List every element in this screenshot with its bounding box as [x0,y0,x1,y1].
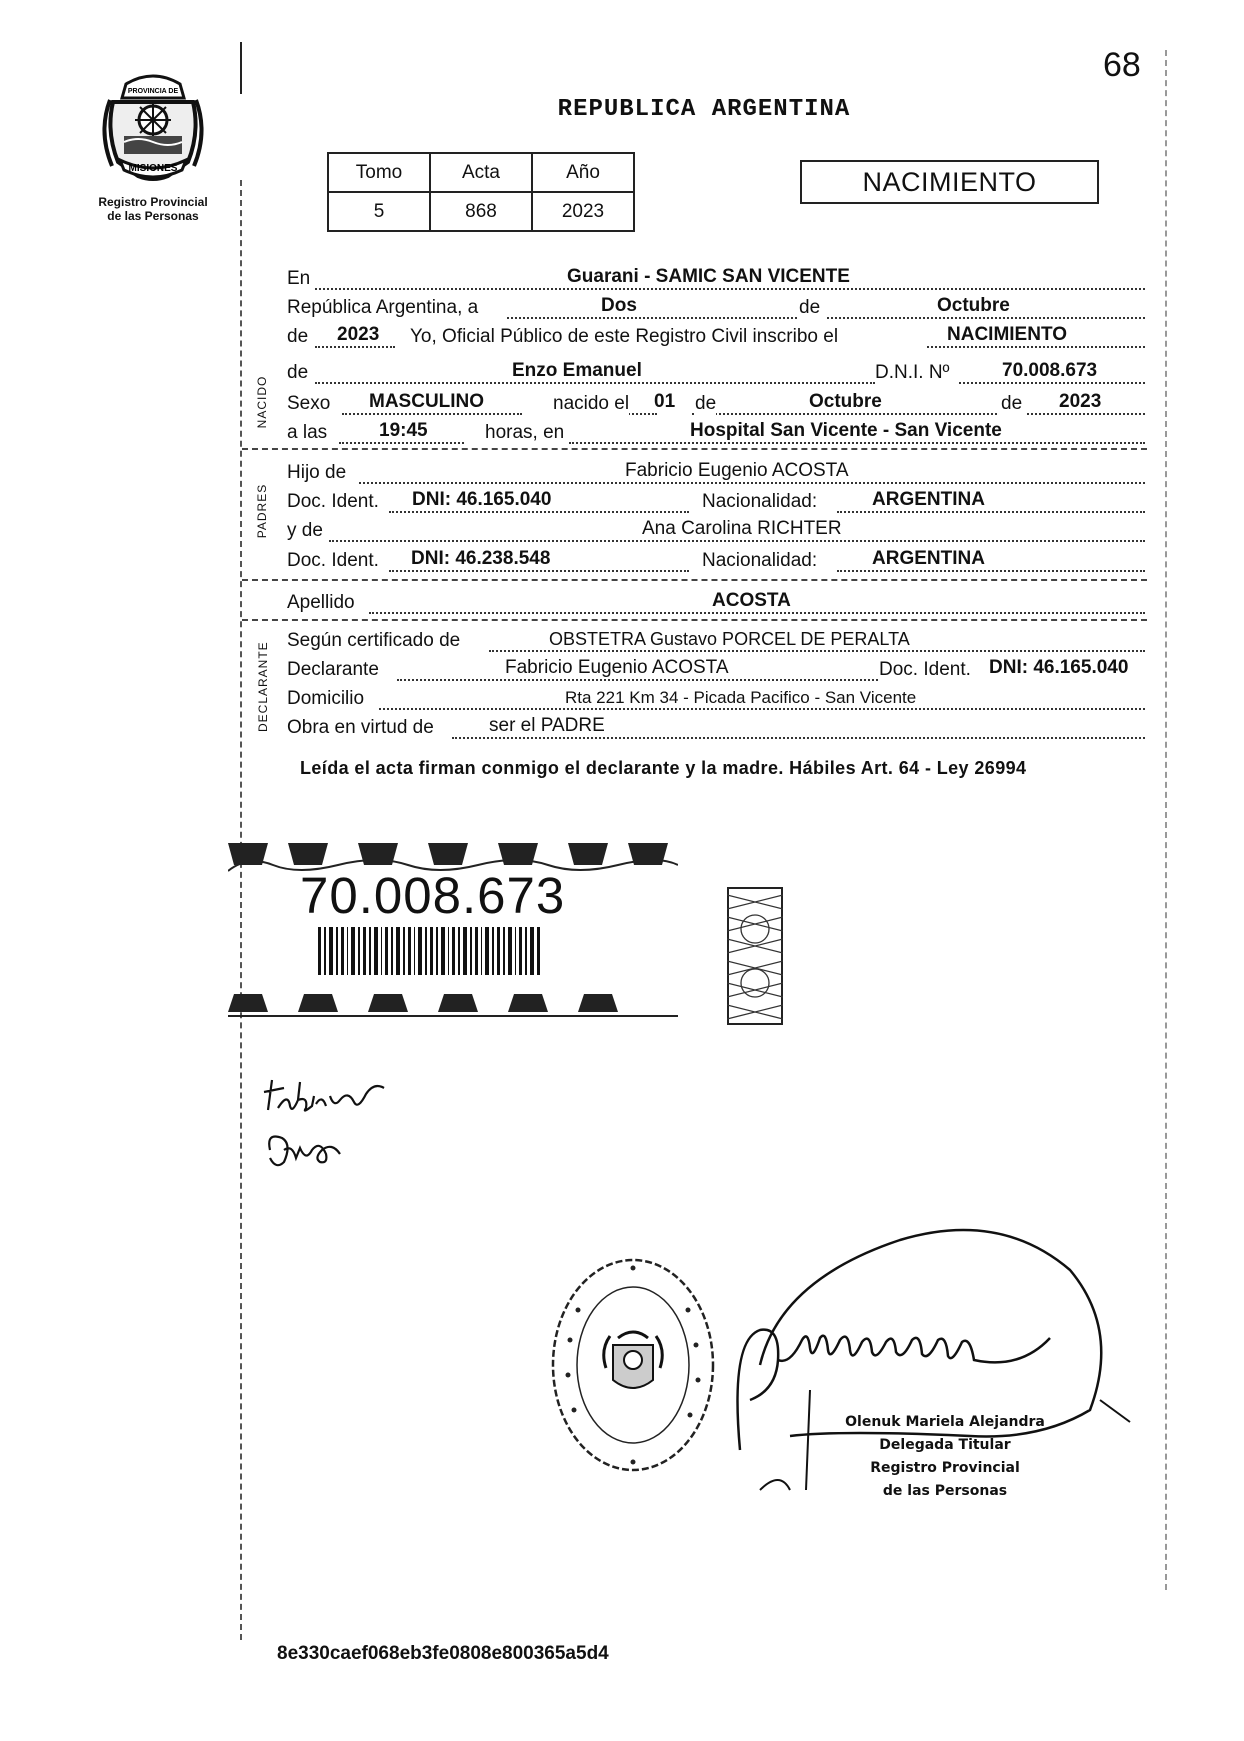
registry-logo [78,72,228,223]
birth-place-value: Hospital San Vicente - San Vicente [690,420,1002,441]
section-label-parents: PADRES [255,483,269,539]
declarant-name-value: Fabricio Eugenio ACOSTA [505,657,729,678]
row-label: Sexo [287,393,331,414]
row-label: de [1001,393,1023,414]
row-address [287,686,1145,712]
record-kind-value: NACIMIENTO [947,324,1067,345]
row-label: Yo, Oficial Público de este Registro Civil inscribo el [410,326,839,347]
margin-line [240,180,242,1640]
section-divider [242,448,1147,450]
right-margin-line [1165,50,1167,1590]
row-label: Doc. Ident. [879,659,971,680]
declarant-doc-value: DNI: 46.165.040 [989,657,1129,678]
mother-doc-value: DNI: 46.238.548 [411,548,551,569]
father-nationality-value: ARGENTINA [872,489,985,510]
row-virtue [287,715,1145,741]
row-year [287,324,1145,350]
row-father [287,460,1145,486]
row-label: Doc. Ident. [287,550,379,571]
misiones-seal-icon [98,72,208,184]
row-label: de [287,326,309,347]
child-name-value: Enzo Emanuel [512,360,642,381]
birth-day-value: 01 [654,391,676,412]
row-name [287,360,1145,386]
official-name: Olenuk Mariela Alejandra [845,1414,1045,1430]
table-cell: 868 [430,192,532,231]
birth-time-value: 19:45 [379,420,428,441]
row-mother-doc [287,548,1145,574]
row-label: Apellido [287,592,355,613]
barcode [318,927,543,975]
year-value: 2023 [337,324,380,345]
row-label: En [287,268,311,289]
official-office: de las Personas [882,1483,1008,1499]
row-label: a las [287,422,328,443]
logo-caption-line: de las Personas [107,209,199,223]
row-label: y de [287,520,323,541]
virtue-value: ser el PADRE [489,715,605,736]
page-number: 68 [1103,46,1141,84]
section-label-born: NACIDO [255,375,269,429]
row-label: nacido el [553,393,630,414]
margin-line [240,42,242,94]
birth-year-value: 2023 [1059,391,1102,412]
section-divider [242,579,1147,581]
svg-text:MISIONES: MISIONES [128,163,178,174]
record-type-box: NACIMIENTO [800,160,1099,204]
row-label: D.N.I. Nº [875,362,950,383]
table-header: Tomo [328,153,430,192]
document-hash: 8e330caef068eb3fe0808e800365a5d4 [277,1643,609,1664]
row-certificate [287,628,1145,654]
row-label: República Argentina, a [287,297,479,318]
row-place [287,266,1145,292]
registry-office-value: Guarani - SAMIC SAN VICENTE [567,266,850,287]
table-header: Año [532,153,634,192]
table-header: Acta [430,153,532,192]
row-father-doc [287,489,1145,515]
row-label: Obra en virtud de [287,717,434,738]
id-number: 70.008.673 [300,867,566,924]
closing-statement: Leída el acta firman conmigo el declarante y la madre. Hábiles Art. 64 - Ley 26994 [300,758,1027,778]
security-pattern-bottom [228,990,678,1020]
child-dni-value: 70.008.673 [1002,360,1098,381]
official-title: Delegada Titular [879,1437,1011,1453]
row-label: Nacionalidad: [702,550,818,571]
address-value: Rta 221 Km 34 - Picada Pacifico - San Vicente [565,688,917,707]
row-label: de [695,393,717,414]
certificate-value: OBSTETRA Gustavo PORCEL DE PERALTA [549,629,910,649]
record-table [327,152,635,232]
row-label: Domicilio [287,688,365,709]
row-label: Nacionalidad: [702,491,818,512]
mother-nationality-value: ARGENTINA [872,548,985,569]
row-date [287,295,1145,321]
svg-text:PROVINCIA DE: PROVINCIA DE [127,88,179,95]
section-divider [242,619,1147,621]
month-value: Octubre [937,295,1010,316]
father-doc-value: DNI: 46.165.040 [412,489,552,510]
birth-month-value: Octubre [809,391,882,412]
official-name-block [820,1411,1070,1503]
row-time-place [287,420,1145,446]
row-sex-birth [287,391,1145,417]
hologram-pattern [727,887,783,1025]
table-cell: 2023 [532,192,634,231]
table-cell: 5 [328,192,430,231]
row-surname [287,590,1145,616]
row-label: Según certificado de [287,630,461,651]
father-name-value: Fabricio Eugenio ACOSTA [625,460,849,481]
section-label-declarant: DECLARANTE [256,641,270,732]
document-title: REPUBLICA ARGENTINA [557,96,851,123]
row-mother [287,518,1145,544]
day-value: Dos [601,295,637,316]
official-office: Registro Provincial [870,1460,1020,1476]
row-declarant [287,657,1145,683]
logo-caption-line: Registro Provincial [98,195,208,209]
row-label: Doc. Ident. [287,491,379,512]
handwritten-signatures [262,1070,392,1190]
surname-value: ACOSTA [712,590,791,611]
official-seal-stamp [548,1250,718,1480]
row-label: de [287,362,309,383]
mother-name-value: Ana Carolina RICHTER [642,518,842,539]
row-label: Hijo de [287,462,347,483]
sex-value: MASCULINO [369,391,485,412]
row-label: horas, en [485,422,565,443]
row-label: de [799,297,821,318]
row-label: Declarante [287,659,379,680]
